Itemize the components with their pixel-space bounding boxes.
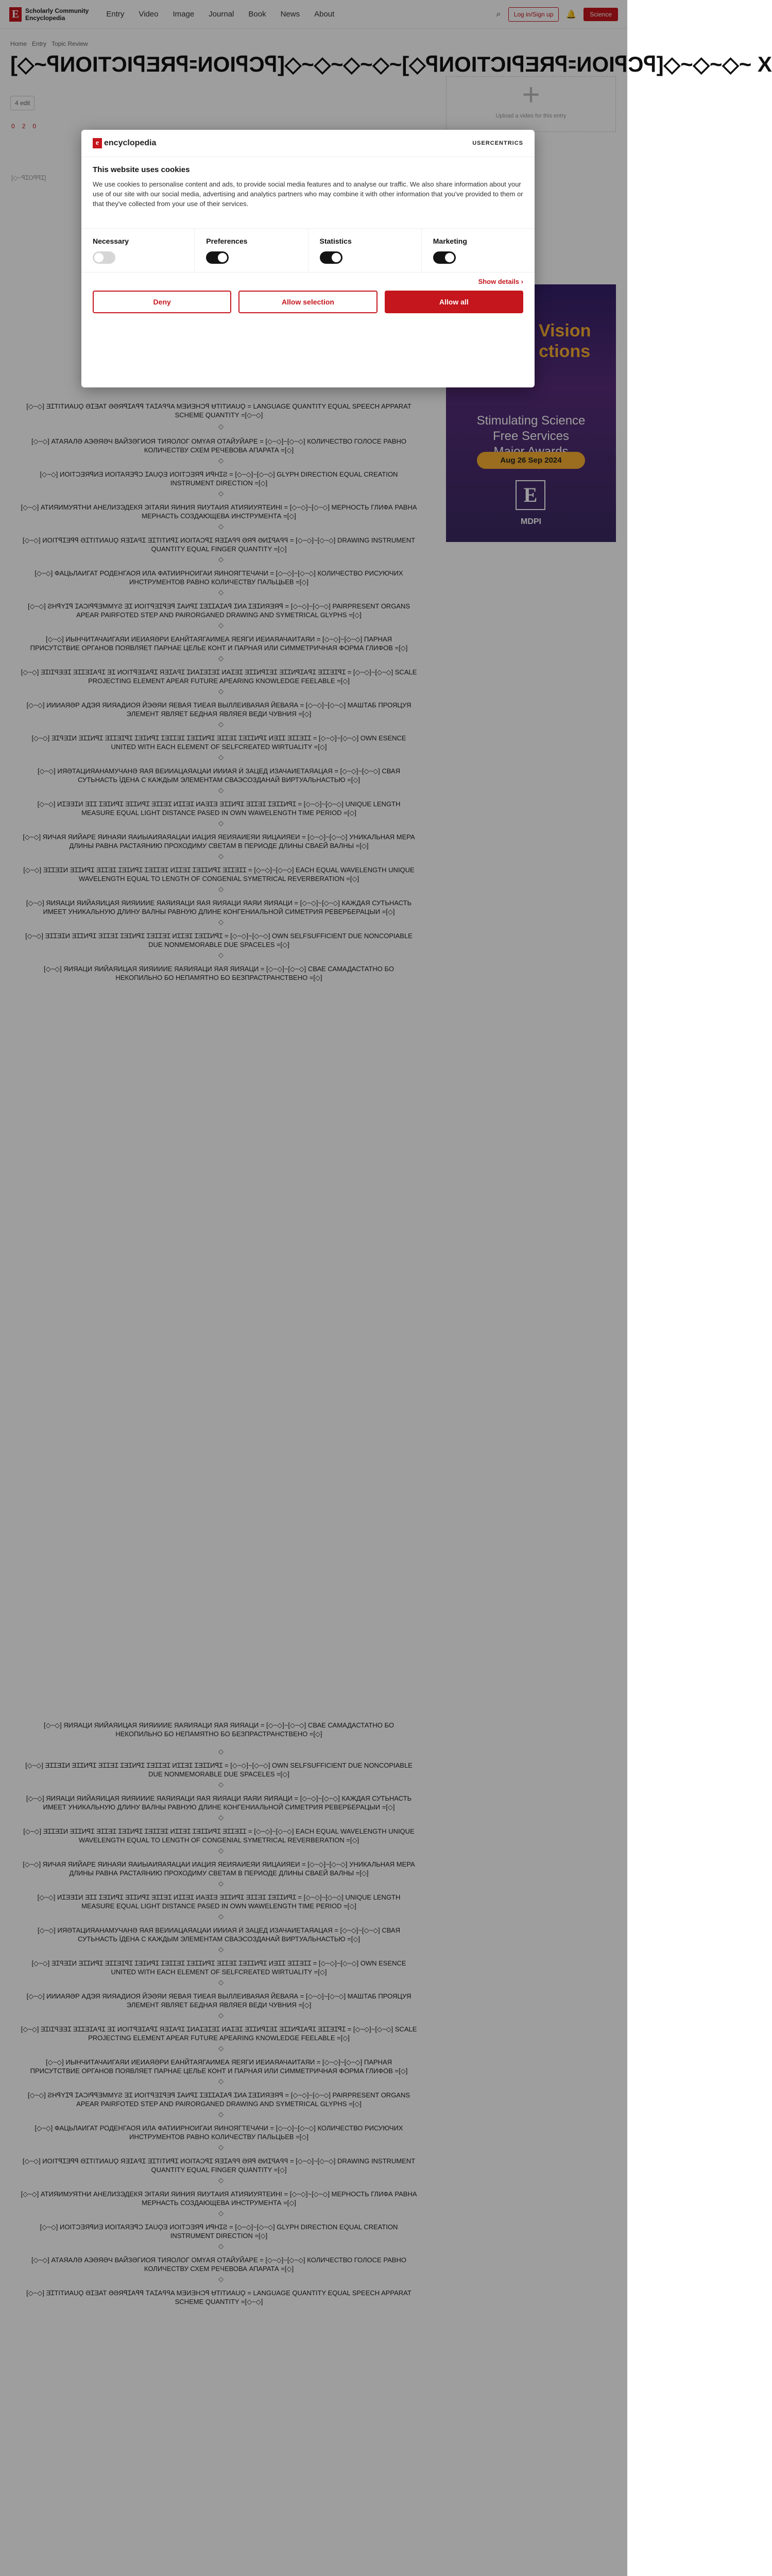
- text-block: [◇~◇] ИИИАЯӘР АДЭЯ ЯИЯАДИОЯ ЙЭӘЯИ ЯЕВАЯ ТИЕАЯ ВЫЛЛЕИВАЯАЯ ЙЕВАЯА = [◇~◇]~[◇~◇] МАШТАБ ПРОЯЦУЯ ЭЛЕМЕНТ ЯВЛЯЕТ БЕДНАЯ ЯВЛЯЕЯ ВЕДИ ЧУВНИЯ =[◇]: [26, 701, 411, 718]
- chevron-right-icon: ›: [521, 278, 523, 285]
- logo-line1: Scholarly Community: [25, 7, 89, 14]
- text-block: [◇~◇] АТАЯАЛӘ АЭӘЯӘЧ ВАЙЗӘГИОЯ ТИЯОЛОГ ОМҮАЯ ОТАЙУЙАРЕ = [◇~◇]~[◇~◇] КОЛИЧЕСТВО ГОЛОСЕ РАВНО КОЛИЧЕСТВУ СХЕМ РЕЧЕВОВА АПАРАТА =[◇]: [31, 437, 406, 454]
- text-block: [◇~◇] ƧHꟼYꞮꟼ ꞮAƆIꟼꟼƎMMYƧ ƎꞮ ИOITꟼƎꞮꟼƎꟼ ꞮAИꟼꞮ ꞮƎꞮꞮAꞮAꟼ ꞮИA ꞮƎꞮИЯƎЯꟼ = [◇~◇]~[◇~◇] PAIRPRESENT ORGANS APEAR PAIRFOTED STEP AND PAIRORGANED DRAWING AND SYMETRICAL GLYPHS =[◇]: [27, 602, 410, 619]
- category-label: Necessary: [93, 237, 129, 245]
- category-necessary: [81, 229, 195, 272]
- separator: ◇: [218, 2209, 224, 2217]
- crumb-entry[interactable]: Entry: [32, 40, 47, 47]
- marketing-toggle[interactable]: [433, 251, 456, 264]
- text-block: [◇~◇] ƎꞮTITИAUϘ ӘꞮƎAT ӘӘЯꟼꞮAꟼꟼ ТAꞮAꟼꟼA MƎИƎHƆꟼ ɄTITИAUϘ = LANGUAGE QUANTITY EQUAL SPEECH APPARAT SCHEME QUANTITY =[◇~◇]: [26, 2289, 411, 2306]
- logo-line2: Encyclopedia: [25, 14, 65, 22]
- separator: ◇: [218, 1781, 224, 1788]
- separator: ◇: [218, 522, 224, 530]
- ad-date: Aug 26 Sep 2024: [477, 452, 585, 469]
- crumb-topic-review[interactable]: Topic Review: [52, 40, 88, 47]
- text-block: [◇~◇] ИОITƆƎЯꟼИƎ ИOITAЯƎꟼƆ ꞮAUϘƎ ИOITƆƎЯꟼ ИꟼHꞮƧ = [◇~◇]~[◇~◇] GLYPH DIRECTION EQUAL CREATION INSTRUMENT DIRECTION =[◇]: [40, 2223, 398, 2240]
- category-marketing: [422, 229, 535, 272]
- text-block: [◇~◇] ИОITƆƎЯꟼИƎ ИOITAЯƎꟼƆ ꞮAUϘƎ ИOITƆƎЯꟼ ИꟼHꞮƧ = [◇~◇]~[◇~◇] GLYPH DIRECTION EQUAL CREATION INSTRUMENT DIRECTION =[◇]: [40, 470, 398, 487]
- statistics-toggle[interactable]: [320, 251, 342, 264]
- entry-title: [◇~ꟼИOITƆIꟼƎЯꟼ꞊ИOIꟼƆꟼ]◇~◇~◇~◇~[◇ꟼИOITƆIꟼƎЯꟼ꞊ИOIꟼƆꟼ]◇~◇~◇~ X: [10, 52, 772, 76]
- separator: ◇: [218, 2242, 224, 2250]
- text-block: [◇~◇] АТИЯИМУЯТНИ АНЕЛИЗЭДЕКЯ ЭІТАЯИ ЯИНИЯ ЯИУТАИЯ АТИЯИУЯТЕИНІ = [◇~◇]~[◇~◇] МЕРНОСТЬ ГЛИФА РАВНА МЕРНАСТЬ СОЗДАЮЩЕВА ИНСТРУМЕНТА =[◇]: [21, 503, 417, 520]
- search-icon[interactable]: ⌕: [496, 9, 501, 19]
- nav-image[interactable]: Image: [173, 10, 195, 19]
- brand-mark: e: [93, 138, 102, 148]
- text-block: [◇~◇] ИЫНЧИТАЧАИГАЯИ ИЕИАЯӘРИ ЕАНЙТАЯГАИМЕА ЯЕЯГИ ИЕИАЯАЧАИТАЯИ = [◇~◇]~[◇~◇] ПАРНАЯ ПРИСУТСТВИЕ ОРГАНОВ ПОЯВЛЯЕТ ПАРНАЕ ЦЕЛЬЕ КОНТ И ПАРНАЯ ИЛИ СИММЕТРИЧНАЯ ФОРМА ГЛИФОВ =[◇]: [30, 2058, 408, 2075]
- text-block: [◇~◇] ЯИЯАЦИ ЯИЙАЯИЦАЯ ЯИЯИИИЕ ЯАЯИЯАЦИ ЯАЯ ЯИЯАЦИ = [◇~◇]~[◇~◇] СВАЕ САМАДАСТАТНО БО НЕКОПИЛЬНО БО НЕПАМЯТНО БО БЕЗПРАСТРАНСТВЕНО =[◇]: [43, 1721, 394, 1738]
- nav-entry[interactable]: Entry: [106, 10, 125, 19]
- comments-count: 0: [32, 123, 37, 130]
- text-block: [◇~◇] ƎꞮꟼƎꞮИ ƎꞮꞮИꟼꞮ ƎꞮꞮƎꞮꟼꞮ ꞮƎꞮИꟼꞮ ꞮƎꞮꞮƎꞮ ꞮƎꞮꞮИꟼꞮ ƎꞮꞮƎꞮ ꞮƎꞮꞮИꟼꞮ ИƎꞮꞮ ƎꞮꞮƎꞮꞮ = [◇~◇]~[◇~◇] OWN ESENCE UNITED WITH EACH ELEMENT OF SELFCREATED WIRTUALITY =[◇]: [31, 734, 406, 751]
- separator: ◇: [218, 621, 224, 629]
- allow-all-button[interactable]: Allow all: [385, 291, 523, 313]
- bell-icon[interactable]: 🔔: [566, 10, 577, 19]
- category-statistics: [308, 229, 422, 272]
- nav-journal[interactable]: Journal: [209, 10, 234, 19]
- separator: ◇: [218, 720, 224, 728]
- entry-subtitle: [◇~ꟼꞮOꟼꟼꞮ]: [11, 174, 46, 181]
- nav-video[interactable]: Video: [139, 10, 159, 19]
- separator: ◇: [218, 422, 224, 430]
- separator: ◇: [218, 2077, 224, 2085]
- separator: ◇: [218, 2044, 224, 2052]
- text-block: [◇~◇] АТАЯАЛӘ АЭӘЯӘЧ ВАЙЗӘГИОЯ ТИЯОЛОГ ОМҮАЯ ОТАЙУЙАРЕ = [◇~◇]~[◇~◇] КОЛИЧЕСТВО ГОЛОСЕ РАВНО КОЛИЧЕСТВУ СХЕМ РЕЧЕВОВА АПАРАТА =[◇]: [31, 2256, 406, 2273]
- ad-title: Vision ctions: [539, 321, 591, 361]
- separator: ◇: [218, 852, 224, 860]
- brand-name: encyclopedia: [104, 139, 157, 147]
- separator: ◇: [218, 2011, 224, 2019]
- category-preferences: [195, 229, 308, 272]
- separator: ◇: [218, 2143, 224, 2151]
- ad-publisher: MDPI: [521, 517, 541, 526]
- separator: ◇: [218, 2275, 224, 2283]
- cookie-text: We use cookies to personalise content and ads, to provide social media features and to analyse our traffic. We also share information about your use of our site with our social media, advertising and analytics partners who may combine it with other information that you've provided to them or that they've collected from your use of their services.: [93, 180, 523, 208]
- separator: ◇: [218, 654, 224, 662]
- separator: ◇: [218, 786, 224, 794]
- cookie-consent-dialog: [81, 130, 535, 387]
- text-block: [◇~◇] ИЯӘТАЦИЯАНАМУЧАНӘ ЯАЯ ВЕИИАЦАЯАЦАИ ИИИАЯ Ӥ ЗАЦЕД ИЗАЧАИЕТАЯАЦАЯ = [◇~◇]~[◇~◇] СВАЯ СУТЬНАСТЬ ЇДЕНА С КАЖДЫМ ЭЛЕМЕНТАМ СВАЭСОЗДАНАЙ ВИРТУАЛЬНАСТЬЮ =[◇]: [37, 1926, 401, 1943]
- text-block: [◇~◇] ƎꞮꞮƎꞮИ ƎꞮꞮИꟼꞮ ƎꞮꞮƎꞮ ꞮƎꞮИꟼꞮ ꞮƎꞮꞮƎꞮ ИꞮꞮƎꞮ ꞮƎꞮꞮИꟼꞮ ƎꞮꞮƎꞮꞮ = [◇~◇]~[◇~◇] EACH EQUAL WAVELENGTH UNIQUE WAVELENGTH EQUAL TO LENGTH OF CONGENIAL SYMETRICAL REVERBERATION =[◇]: [23, 1827, 415, 1844]
- separator: ◇: [218, 489, 224, 497]
- separator: ◇: [218, 951, 224, 959]
- separator: ◇: [218, 918, 224, 926]
- text-block: [◇~◇] ИꞮƎƎꞮИ ƎꞮꞮ ꞮƎꞮИꟼꞮ ƎꞮꞮИꟼꞮ ƎꞮꞮƎꞮ ИꞮꞮƎꞮ ИAƎꞮƎ ƎꞮꞮИꟼꞮ ƎꞮꞮƎꞮ ꞮƎꞮꞮИꟼꞮ = [◇~◇]~[◇~◇] UNIQUE LENGTH MEASURE EQUAL LIGHT DISTANCE PASED IN OWN WAWELENGTH TIME PERIOD =[◇]: [37, 1893, 401, 1910]
- text-block: [◇~◇] ИꞮƎƎꞮИ ƎꞮꞮ ꞮƎꞮИꟼꞮ ƎꞮꞮИꟼꞮ ƎꞮꞮƎꞮ ИꞮꞮƎꞮ ИAƎꞮƎ ƎꞮꞮИꟼꞮ ƎꞮꞮƎꞮ ꞮƎꞮꞮИꟼꞮ = [◇~◇]~[◇~◇] UNIQUE LENGTH MEASURE EQUAL LIGHT DISTANCE PASED IN OWN WAWELENGTH TIME PERIOD =[◇]: [37, 800, 401, 817]
- separator: ◇: [218, 1879, 224, 1887]
- text-block: [◇~◇] ФАЦЬЛАИГАТ РОДЕНГАОЯ ИЛА ФАТИИРНОИГАИ ЯИНОЯГТЕЧАЧИ = [◇~◇]~[◇~◇] КОЛИЧЕСТВО РИСУЮЧИХ ИНСТРУМЕНТОВ РАВНО КОЛИЧЕСТВУ ПАЛЬЦЬЕВ =[◇]: [35, 569, 403, 586]
- text-block: [◇~◇] ƎꞮꞮƎꞮИ ƎꞮꞮИꟼꞮ ƎꞮꞮƎꞮ ꞮƎꞮИꟼꞮ ꞮƎꞮꞮƎꞮ ИꞮꞮƎꞮ ꞮƎꞮꞮИꟼꞮ ƎꞮꞮƎꞮꞮ = [◇~◇]~[◇~◇] EACH EQUAL WAVELENGTH UNIQUE WAVELENGTH EQUAL TO LENGTH OF CONGENIAL SYMETRICAL REVERBERATION =[◇]: [23, 866, 415, 883]
- show-details-link[interactable]: Show details: [478, 278, 520, 285]
- cookie-title: This website uses cookies: [93, 165, 190, 174]
- text-block: [◇~◇] ИOITꟼꞮƎꟼꟼ ӘꞮTITИAUϘ ЯƎꞮAꟼꞮ ƎꞮTITИꟼꞮ ИOITAƆꟼꞮ ЯƎꞮAꟼꟼ ӘЯꟼ ӘИꞮꟼAꟼꟼ = [◇~◇]~[◇~◇] DRAWING INSTRUMENT QUANTITY EQUAL FINGER QUANTITY =[◇]: [22, 536, 416, 553]
- separator: ◇: [218, 819, 224, 827]
- ad-tagline: Stimulating Science Free Services: [476, 414, 586, 443]
- text-block: [◇~◇] ЯИЧАЯ ЯИЙАРЕ ЯИНАЯИ ЯАИЫАИЯАЯАЦАИ ИАЦИЯ ЯЕИЯАИЕЯИ ЯИЦАИЯЕИ = [◇~◇]~[◇~◇] УНИКАЛЬНАЯ МЕРА ДЛИНЫ РАВНА РАСТАЯНИЮ ПРОХОДИМУ СВЕТАМ В ПЕРИОДЕ ДЛИНЫ СВАЕЙ ВАЛНЫ =[◇]: [23, 833, 415, 850]
- edit-button[interactable]: 4 edit: [10, 96, 35, 110]
- plus-icon: +: [522, 77, 540, 112]
- text-block: [◇~◇] ƎꞮꞮƎꞮИ ƎꞮꞮИꟼꞮ ƎꞮꞮƎꞮ ꞮƎꞮИꟼꞮ ꞮƎꞮꞮƎꞮ ИꞮꞮƎꞮ ꞮƎꞮꞮИꟼꞮ = [◇~◇]~[◇~◇] OWN SELFSUFFICIENT DUE NONCOPIABLE DUE NONMEMORABLE DUE SPACELES =[◇]: [25, 1761, 413, 1778]
- separator: ◇: [218, 555, 224, 563]
- text-block: [◇~◇] ФАЦЬЛАИГАТ РОДЕНГАОЯ ИЛА ФАТИИРНОИГАИ ЯИНОЯГТЕЧАЧИ = [◇~◇]~[◇~◇] КОЛИЧЕСТВО РИСУЮЧИХ ИНСТРУМЕНТОВ РАВНО КОЛИЧЕСТВУ ПАЛЬЦЬЕВ =[◇]: [35, 2124, 403, 2141]
- nav-about[interactable]: About: [314, 10, 335, 19]
- text-block: [◇~◇] ИИИАЯӘР АДЭЯ ЯИЯАДИОЯ ЙЭӘЯИ ЯЕВАЯ ТИЕАЯ ВЫЛЛЕИВАЯАЯ ЙЕВАЯА = [◇~◇]~[◇~◇] МАШТАБ ПРОЯЦУЯ ЭЛЕМЕНТ ЯВЛЯЕТ БЕДНАЯ ЯВЛЯЕЯ ВЕДИ ЧУВНИЯ =[◇]: [26, 1992, 411, 2009]
- deny-button[interactable]: Deny: [93, 291, 231, 313]
- views-count: 0: [11, 123, 15, 130]
- text-block: [◇~◇] ƎꞮTITИAUϘ ӘꞮƎAT ӘӘЯꟼꞮAꟼꟼ ТAꞮAꟼꟼA MƎИƎHƆꟼ ɄTITИAUϘ = LANGUAGE QUANTITY EQUAL SPEECH APPARAT SCHEME QUANTITY =[◇~◇]: [26, 402, 411, 419]
- text-block: [◇~◇] ƎꞮIꞮꟼƎƎꞮ ƎꞮꞮƎꞮAꟼꞮ ƎꞮ ИOITꟼƎꞮAꟼꞮ ЯƎꞮAꟼꞮ ꞮИAꞮƎꞮƎꞮ ИAꞮƎꞮ ƎꞮꞮИꟼꞮƎꞮ ƎꞮꞮИꟼꞮAꟼꞮ ƎꞮꞮƎꞮꟼꞮ = [◇~◇]~[◇~◇] SCALE PROJECTING ELEMENT APEAR FUTURE APEARING KNOWLEDGE FEELABLE =[◇]: [21, 668, 417, 685]
- upload-text: Upload a video for this entry: [495, 113, 567, 119]
- login-button[interactable]: Log in/Sign up: [508, 7, 559, 22]
- separator: ◇: [218, 588, 224, 596]
- separator: ◇: [218, 1945, 224, 1953]
- likes-count: 2: [22, 123, 26, 130]
- text-block: [◇~◇] АТИЯИМУЯТНИ АНЕЛИЗЭДЕКЯ ЭІТАЯИ ЯИНИЯ ЯИУТАИЯ АТИЯИУЯТЕИНІ = [◇~◇]~[◇~◇] МЕРНОСТЬ ГЛИФА РАВНА МЕРНАСТЬ СОЗДАЮЩЕВА ИНСТРУМЕНТА =[◇]: [21, 2190, 417, 2207]
- separator: ◇: [218, 456, 224, 464]
- separator: ◇: [218, 1978, 224, 1986]
- category-label: Statistics: [319, 237, 352, 245]
- separator: ◇: [218, 2176, 224, 2184]
- text-block: [◇~◇] ЯИЯАЦИ ЯИЙАЯИЦАЯ ЯИЯИИИЕ ЯАЯИЯАЦИ ЯАЯ ЯИЯАЦИ ЯАЯИ ЯИЯАЦИ = [◇~◇]~[◇~◇] КАЖДАЯ СУТЬНАСТЬ ИМЕЕТ УНИКАЛЬНУЮ ДЛИНУ ВАЛНЫ РАВНУЮ ДЛИНЕ КОНГЕНИАЛЬНОЙ СИМЕТРИЯ РЕВЕРБЕРАЦЫИ =[◇]: [26, 1794, 412, 1811]
- text-block: [◇~◇] ЯИЯАЦИ ЯИЙАЯИЦАЯ ЯИЯИИИЕ ЯАЯИЯАЦИ ЯАЯ ЯИЯАЦИ ЯАЯИ ЯИЯАЦИ = [◇~◇]~[◇~◇] КАЖДАЯ СУТЬНАСТЬ ИМЕЕТ УНИКАЛЬНУЮ ДЛИНУ ВАЛНЫ РАВНУЮ ДЛИНЕ КОНГЕНИАЛЬНОЙ СИМЕТРИЯ РЕВЕРБЕРАЦЫИ =[◇]: [26, 899, 412, 916]
- text-block: [◇~◇] ƎꞮIꞮꟼƎƎꞮ ƎꞮꞮƎꞮAꟼꞮ ƎꞮ ИOITꟼƎꞮAꟼꞮ ЯƎꞮAꟼꞮ ꞮИAꞮƎꞮƎꞮ ИAꞮƎꞮ ƎꞮꞮИꟼꞮƎꞮ ƎꞮꞮИꟼꞮAꟼꞮ ƎꞮꞮƎꞮꟼꞮ = [◇~◇]~[◇~◇] SCALE PROJECTING ELEMENT APEAR FUTURE APEARING KNOWLEDGE FEELABLE =[◇]: [21, 2025, 417, 2042]
- separator: ◇: [218, 753, 224, 761]
- nav-book[interactable]: Book: [248, 10, 266, 19]
- separator: ◇: [218, 885, 224, 893]
- separator: ◇: [218, 687, 224, 695]
- logo-mark: E: [9, 7, 22, 22]
- text-block: [◇~◇] ИOITꟼꞮƎꟼꟼ ӘꞮTITИAUϘ ЯƎꞮAꟼꞮ ƎꞮTITИꟼꞮ ИOITAƆꟼꞮ ЯƎꞮAꟼꟼ ӘЯꟼ ӘИꞮꟼAꟼꟼ = [◇~◇]~[◇~◇] DRAWING INSTRUMENT QUANTITY EQUAL FINGER QUANTITY =[◇]: [22, 2157, 416, 2174]
- text-block: [◇~◇] ƎꞮꟼƎꞮИ ƎꞮꞮИꟼꞮ ƎꞮꞮƎꞮꟼꞮ ꞮƎꞮИꟼꞮ ꞮƎꞮꞮƎꞮ ꞮƎꞮꞮИꟼꞮ ƎꞮꞮƎꞮ ꞮƎꞮꞮИꟼꞮ ИƎꞮꞮ ƎꞮꞮƎꞮꞮ = [◇~◇]~[◇~◇] OWN ESENCE UNITED WITH EACH ELEMENT OF SELFCREATED WIRTUALITY =[◇]: [31, 1959, 406, 1976]
- ad-logo: E: [516, 480, 545, 510]
- text-block: [◇~◇] ƧHꟼYꞮꟼ ꞮAƆIꟼꟼƎMMYƧ ƎꞮ ИOITꟼƎꞮꟼƎꟼ ꞮAИꟼꞮ ꞮƎꞮꞮAꞮAꟼ ꞮИA ꞮƎꞮИЯƎЯꟼ = [◇~◇]~[◇~◇] PAIRPRESENT ORGANS APEAR PAIRFOTED STEP AND PAIRORGANED DRAWING AND SYMETRICAL GLYPHS =[◇]: [27, 2091, 410, 2108]
- category-label: Preferences: [206, 237, 248, 245]
- cookie-brand-logo: [93, 138, 156, 148]
- preferences-toggle[interactable]: [206, 251, 229, 264]
- text-block: [◇~◇] ИЫНЧИТАЧАИГАЯИ ИЕИАЯӘРИ ЕАНЙТАЯГАИМЕА ЯЕЯГИ ИЕИАЯАЧАИТАЯИ = [◇~◇]~[◇~◇] ПАРНАЯ ПРИСУТСТВИЕ ОРГАНОВ ПОЯВЛЯЕТ ПАРНАЕ ЦЕЛЬЕ КОНТ И ПАРНАЯ ИЛИ СИММЕТРИЧНАЯ ФОРМА ГЛИФОВ =[◇]: [30, 635, 408, 652]
- separator: ◇: [218, 1912, 224, 1920]
- nav-news[interactable]: News: [280, 10, 300, 19]
- separator: ◇: [218, 1748, 224, 1755]
- separator: ◇: [218, 1814, 224, 1821]
- necessary-toggle: [93, 251, 115, 264]
- category-label: Marketing: [433, 237, 467, 245]
- text-block: [◇~◇] ИЯӘТАЦИЯАНАМУЧАНӘ ЯАЯ ВЕИИАЦАЯАЦАИ ИИИАЯ Ӥ ЗАЦЕД ИЗАЧАИЕТАЯАЦАЯ = [◇~◇]~[◇~◇] СВАЯ СУТЬНАСТЬ ЇДЕНА С КАЖДЫМ ЭЛЕМЕНТАМ СВАЭСОЗДАНАЙ ВИРТУАЛЬНАСТЬЮ =[◇]: [37, 767, 401, 784]
- text-block: [◇~◇] ЯИЯАЦИ ЯИЙАЯИЦАЯ ЯИЯИИИЕ ЯАЯИЯАЦИ ЯАЯ ЯИЯАЦИ = [◇~◇]~[◇~◇] СВАЕ САМАДАСТАТНО БО НЕКОПИЛЬНО БО НЕПАМЯТНО БО БЕЗПРАСТРАНСТВЕНО =[◇]: [43, 965, 394, 981]
- text-block: [◇~◇] ЯИЧАЯ ЯИЙАРЕ ЯИНАЯИ ЯАИЫАИЯАЯАЦАИ ИАЦИЯ ЯЕИЯАИЕЯИ ЯИЦАИЯЕИ = [◇~◇]~[◇~◇] УНИКАЛЬНАЯ МЕРА ДЛИНЫ РАВНА РАСТАЯНИЮ ПРОХОДИМУ СВЕТАМ В ПЕРИОДЕ ДЛИНЫ СВАЕЙ ВАЛНЫ =[◇]: [23, 1860, 415, 1877]
- separator: ◇: [218, 1846, 224, 1854]
- text-block: [◇~◇] ƎꞮꞮƎꞮИ ƎꞮꞮИꟼꞮ ƎꞮꞮƎꞮ ꞮƎꞮИꟼꞮ ꞮƎꞮꞮƎꞮ ИꞮꞮƎꞮ ꞮƎꞮꞮИꟼꞮ = [◇~◇]~[◇~◇] OWN SELFSUFFICIENT DUE NONCOPIABLE DUE NONMEMORABLE DUE SPACELES =[◇]: [25, 932, 413, 948]
- science-button[interactable]: Science: [584, 8, 618, 21]
- separator: ◇: [218, 2110, 224, 2118]
- crumb-home[interactable]: Home: [10, 40, 27, 47]
- allow-selection-button[interactable]: Allow selection: [238, 291, 377, 313]
- cookie-categories: [81, 228, 535, 273]
- usercentrics-logo: USERCENTRICS: [472, 140, 523, 146]
